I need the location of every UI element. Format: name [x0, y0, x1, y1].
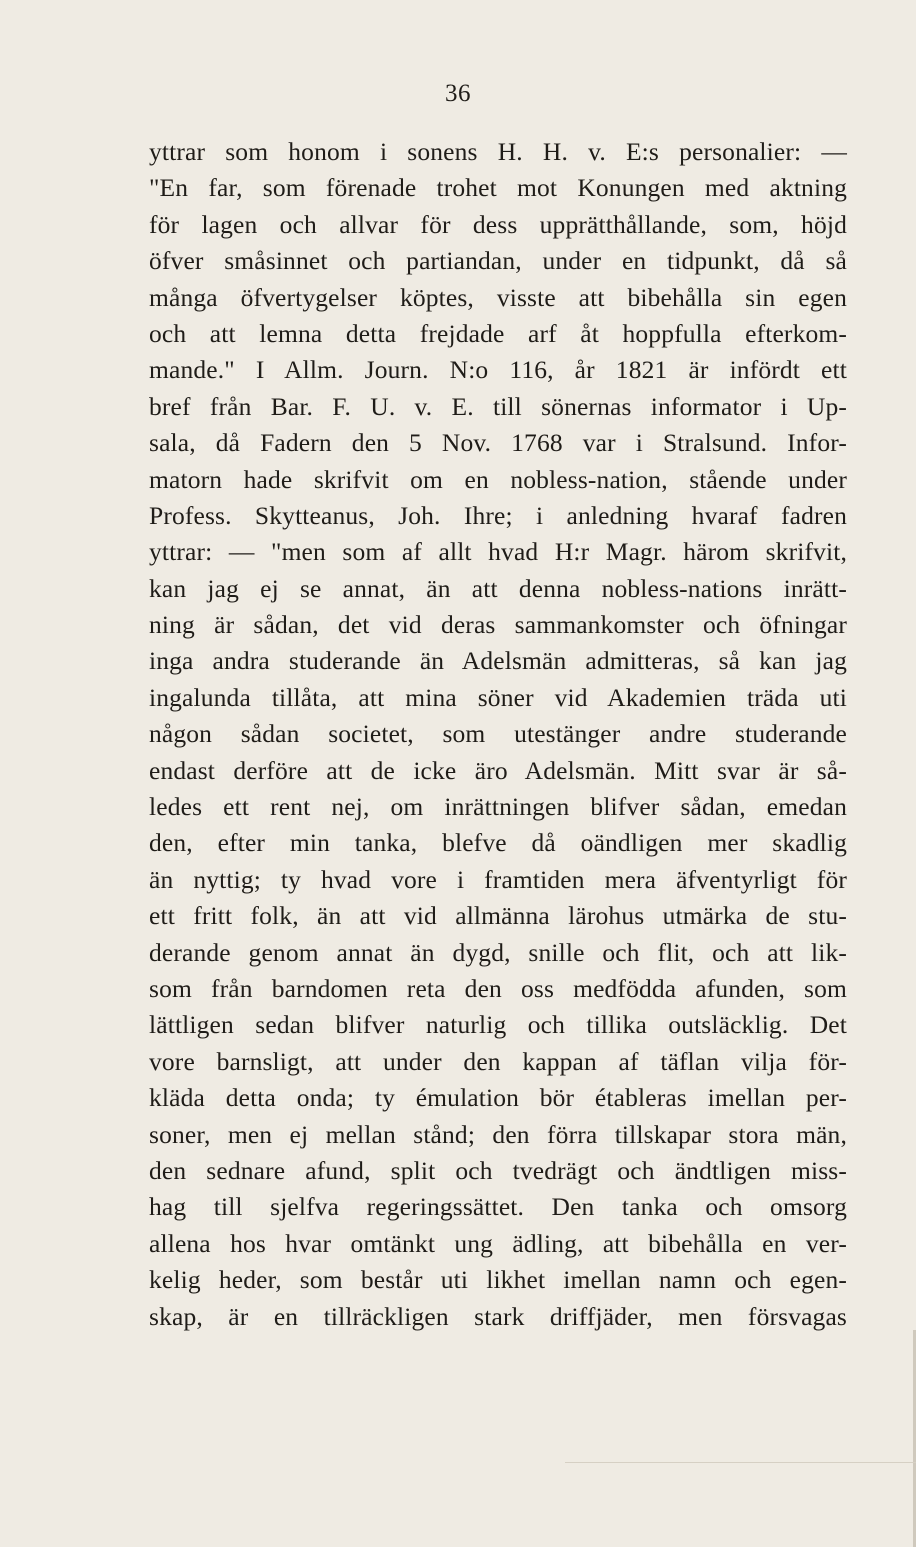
text-line: skap, är en tillräckligen stark driffjäder, men försvagas — [149, 1301, 847, 1331]
text-line: som från barndomen reta den oss medfödda afunden, som — [149, 973, 847, 1003]
text-line: för lagen och allvar för dess upprätthållande, som, höjd — [149, 209, 847, 239]
text-line: Profess. Skytteanus, Joh. Ihre; i anledning hvaraf fadren — [149, 500, 847, 530]
text-line: mande." I Allm. Journ. N:o 116, år 1821 är infördt ett — [149, 355, 847, 385]
text-line: kan jag ej se annat, än att denna nobless-nations inrätt- — [149, 573, 847, 603]
text-line: öfver småsinnet och partiandan, under en tidpunkt, då så — [149, 246, 847, 276]
text-line: allena hos hvar omtänkt ung ädling, att bibehålla en ver- — [149, 1228, 847, 1258]
text-line: många öfvertygelser köptes, visste att bibehålla sin egen — [149, 282, 847, 312]
text-line: den, efter min tanka, blefve då oändligen mer skadlig — [149, 828, 847, 858]
text-line: den sednare afund, split och tvedrägt och ändtligen miss- — [149, 1155, 847, 1185]
text-line: matorn hade skrifvit om en nobless-nation, stående under — [149, 464, 847, 494]
text-line: kelig heder, som består uti likhet imellan namn och egen- — [149, 1265, 847, 1295]
text-line: ingalunda tillåta, att mina söner vid Akademien träda uti — [149, 682, 847, 712]
text-line: ledes ett rent nej, om inrättningen blifver sådan, emedan — [149, 792, 847, 822]
text-line: än nyttig; ty hvad vore i framtiden mera äfventyrligt för — [149, 864, 847, 894]
text-line: inga andra studerande än Adelsmän admitteras, så kan jag — [149, 646, 847, 676]
text-line: hag till sjelfva regeringssättet. Den tanka och omsorg — [149, 1192, 847, 1222]
text-line: yttrar som honom i sonens H. H. v. E:s personalier: — — [149, 137, 847, 166]
text-line: lättligen sedan blifver naturlig och tillika outsläcklig. Det — [149, 1010, 847, 1040]
text-line: soner, men ej mellan stånd; den förra tillskapar stora män, — [149, 1119, 847, 1149]
text-line: yttrar: — "men som af allt hvad H:r Magr. härom skrifvit, — [149, 537, 847, 567]
text-line: sala, då Fadern den 5 Nov. 1768 var i Stralsund. Infor- — [149, 428, 847, 458]
text-line: någon sådan societet, som utestänger andre studerande — [149, 719, 847, 749]
text-line: ning är sådan, det vid deras sammankomster och öfningar — [149, 610, 847, 640]
text-line: bref från Bar. F. U. v. E. till sönernas informator i Up- — [149, 391, 847, 421]
text-line: endast derföre att de icke äro Adelsmän. Mitt svar är så- — [149, 755, 847, 785]
text-line: "En far, som förenade trohet mot Konungen med aktning — [149, 173, 847, 203]
page-bottom-rule — [565, 1462, 916, 1463]
text-line: kläda detta onda; ty émulation bör étableras imellan per- — [149, 1083, 847, 1113]
text-line: derande genom annat än dygd, snille och flit, och att lik- — [149, 937, 847, 967]
text-line: ett fritt folk, än att vid allmänna lärohus utmärka de stu- — [149, 901, 847, 931]
text-line: och att lemna detta frejdade arf åt hoppfulla efterkom- — [149, 318, 847, 348]
page-number: 36 — [445, 80, 471, 107]
body-text — [149, 134, 847, 1335]
text-line: vore barnsligt, att under den kappan af täflan vilja för- — [149, 1046, 847, 1076]
